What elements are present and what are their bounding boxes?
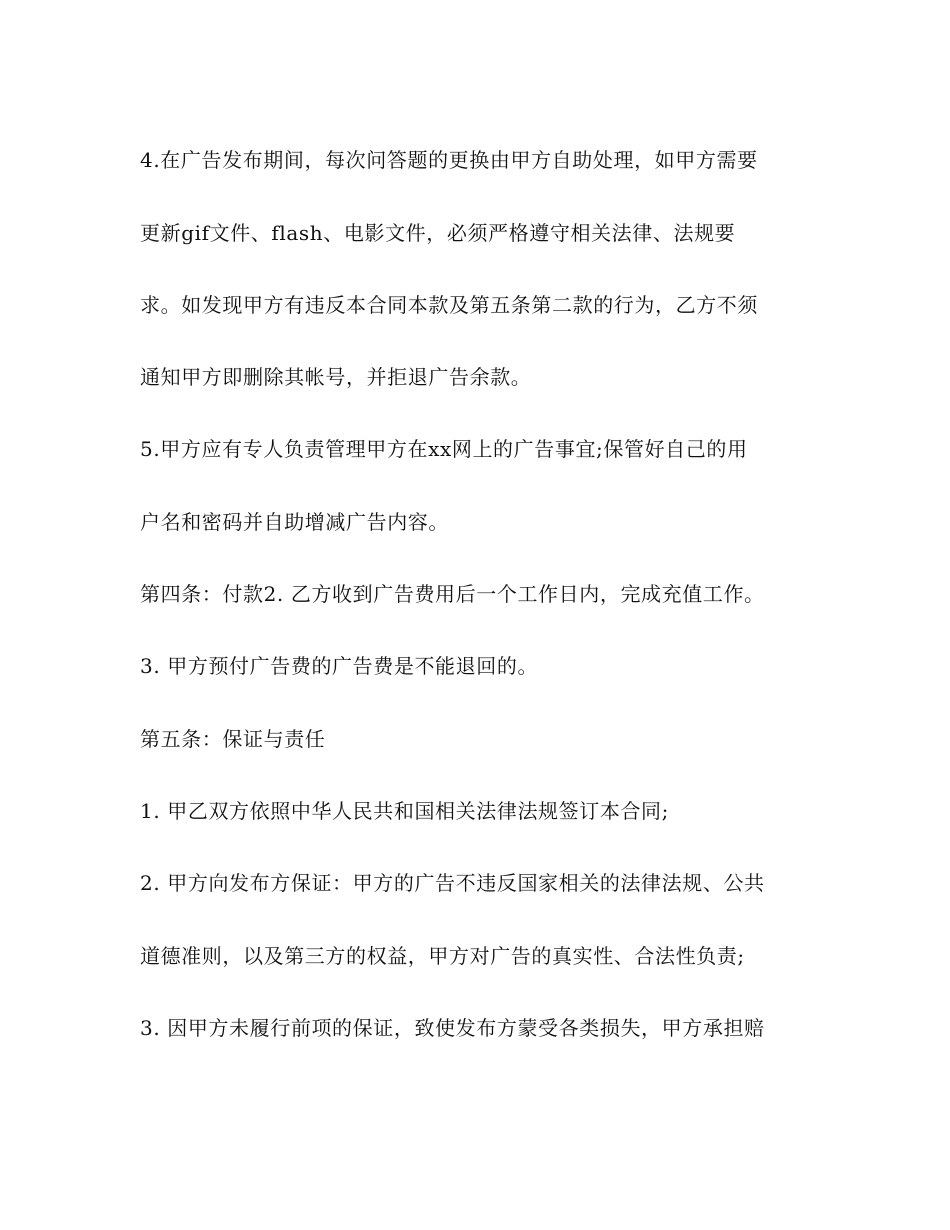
paragraph-line: 3. 因甲方未履行前项的保证，致使发布方蒙受各类损失，甲方承担赔	[140, 1016, 765, 1040]
paragraph-line: 户名和密码并自助增减广告内容。	[140, 510, 449, 534]
paragraph-line: 4.在广告发布期间，每次问答题的更换由甲方自助处理，如甲方需要	[140, 148, 758, 172]
paragraph-line: 2. 甲方向发布方保证：甲方的广告不违反国家相关的法律法规、公共	[140, 871, 765, 895]
section-heading-payment: 第四条：付款2. 乙方收到广告费用后一个工作日内，完成充值工作。	[140, 582, 765, 606]
paragraph-line: 求。如发现甲方有违反本合同本款及第五条第二款的行为，乙方不须	[140, 293, 758, 317]
paragraph-line: 通知甲方即删除其帐号，并拒退广告余款。	[140, 365, 532, 389]
paragraph-line: 3. 甲方预付广告费的广告费是不能退回的。	[140, 654, 539, 678]
section-heading-guarantee: 第五条：保证与责任	[140, 727, 326, 751]
paragraph-line: 5.甲方应有专人负责管理甲方在xx网上的广告事宜;保管好自己的用	[140, 437, 748, 461]
paragraph-line: 道德准则，以及第三方的权益，甲方对广告的真实性、合法性负责;	[140, 944, 745, 968]
paragraph-line: 更新gif文件、flash、电影文件，必须严格遵守相关法律、法规要	[140, 221, 736, 245]
paragraph-line: 1. 甲乙双方依照中华人民共和国相关法律法规签订本合同;	[140, 799, 669, 823]
